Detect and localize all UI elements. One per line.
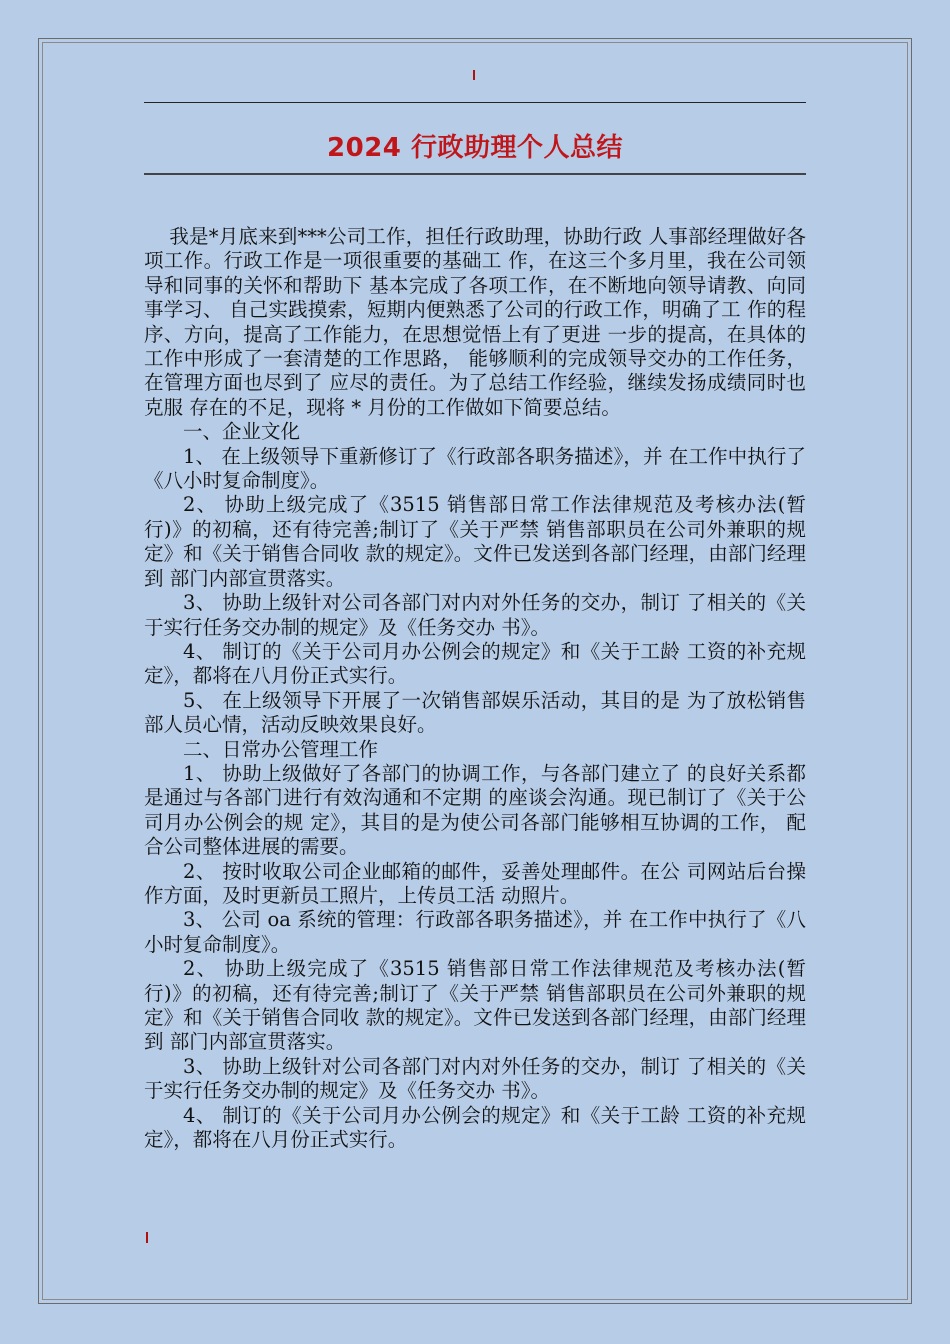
paragraph: 2、 协助上级完成了《3515 销售部日常工作法律规范及考核办法(暂行)》的初稿，还有待完善;制订了《关于严禁 销售部职员在公司外兼职的规定》和《关于销售合同收 款的规定》。文件已发送到各部门经理，由部门经理到 部门内部宣贯落实。 bbox=[144, 957, 806, 1054]
header-cursor-mark bbox=[473, 70, 475, 80]
document-body bbox=[144, 225, 806, 1152]
header-rule bbox=[144, 102, 806, 103]
paragraph: 1、 协助上级做好了各部门的协调工作，与各部门建立了 的良好关系都是通过与各部门进行有效沟通和不定期 的座谈会沟通。现已制订了《关于公司月办公例会的规 定》，其目的是为使公司各部门能够相互协调的工作， 配合公司整体进展的需要。 bbox=[144, 761, 806, 859]
paragraph: 3、 公司 oa 系统的管理：行政部各职务描述》，并 在工作中执行了《八小时复命制度》。 bbox=[144, 908, 806, 956]
paragraph: 2、 协助上级完成了《3515 销售部日常工作法律规范及考核办法(暂行)》的初稿，还有待完善;制订了《关于严禁 销售部职员在公司外兼职的规定》和《关于销售合同收 款的规定》。文件已发送到各部门经理，由部门经理到 部门内部宣贯落实。 bbox=[144, 493, 806, 590]
section-heading-corporate-culture: 一、企业文化 bbox=[183, 420, 301, 444]
paragraph: 1、 在上级领导下重新修订了《行政部各职务描述》，并 在工作中执行了《八小时复命制度》。 bbox=[144, 444, 806, 493]
paragraph-intro: 我是*月底来到***公司工作，担任行政助理，协助行政 人事部经理做好各项工作。行政工作是一项很重要的基础工 作，在这三个多月里，我在公司领导和同事的关怀和帮助下 基本完成了各项工作，在不断地向领导请教、向同事学习、 自己实践摸索，短期内便熟悉了公司的行政工作，明确了工 作的程序、方向，提高了工作能力，在思想觉悟上有了更进 一步的提高，在具体的工作中形成了一套清楚的工作思路， 能够顺利的完成领导交办的工作任务，在管理方面也尽到了 应尽的责任。为了总结工作经验，继续发扬成绩同时也克服 存在的不足，现将 * 月份的工作做如下简要总结。 bbox=[144, 225, 806, 419]
paragraph: 2、 按时收取公司企业邮箱的邮件，妥善处理邮件。在公 司网站后台操作方面，及时更新员工照片，上传员工活 动照片。 bbox=[144, 859, 806, 907]
section-heading-daily-office: 二、日常办公管理工作 bbox=[183, 737, 379, 761]
paragraph: 3、 协助上级针对公司各部门对内对外任务的交办，制订 了相关的《关于实行任务交办制的规定》及《任务交办 书》。 bbox=[144, 591, 806, 639]
footer-cursor-mark bbox=[146, 1232, 148, 1243]
paragraph: 3、 协助上级针对公司各部门对内对外任务的交办，制订 了相关的《关于实行任务交办制的规定》及《任务交办 书》。 bbox=[144, 1054, 806, 1103]
document-title: 2024 行政助理个人总结 bbox=[327, 133, 623, 163]
paragraph: 4、 制订的《关于公司月办公例会的规定》和《关于工龄 工资的补充规定》，都将在八月份正式实行。 bbox=[144, 1103, 806, 1152]
paragraph: 5、 在上级领导下开展了一次销售部娱乐活动，其目的是 为了放松销售部人员心情，活动反映效果良好。 bbox=[144, 688, 806, 737]
title-rule bbox=[144, 173, 806, 175]
paragraph: 4、 制订的《关于公司月办公例会的规定》和《关于工龄 工资的补充规定》，都将在八月份正式实行。 bbox=[144, 639, 806, 688]
